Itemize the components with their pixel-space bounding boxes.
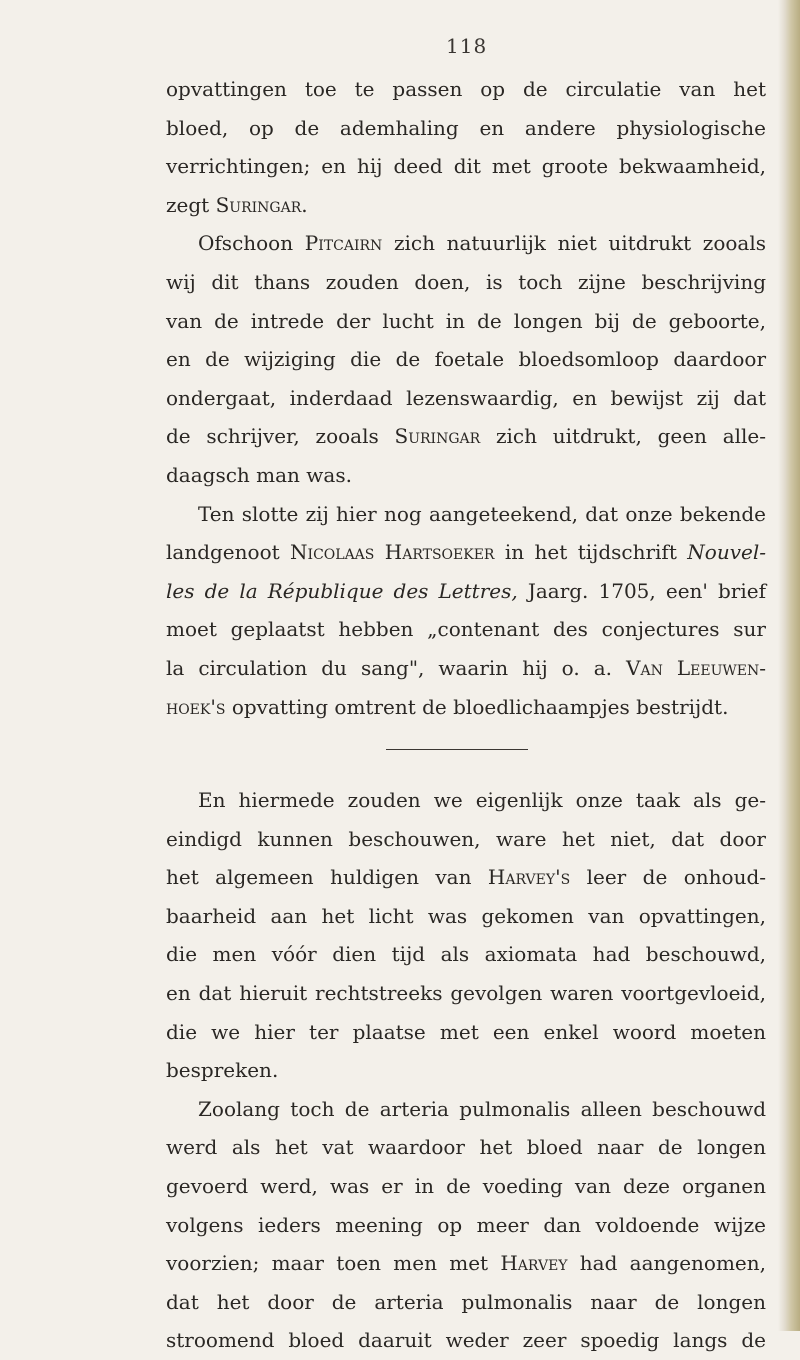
section-break bbox=[166, 726, 766, 781]
author-name: Harvey's bbox=[487, 865, 571, 890]
text-line: dat het door de arteria pulmonalis naar de longen bbox=[166, 1289, 766, 1314]
text-line: werd als het vat waardoor het bloed naar de longen bbox=[166, 1135, 766, 1160]
journal-title: Nouvel- bbox=[687, 540, 766, 565]
author-name: Pitcairn bbox=[304, 231, 383, 256]
author-name: Van Leeuwen- bbox=[626, 655, 766, 680]
text-line: bloed, op de ademhaling en andere physiologische bbox=[166, 115, 766, 140]
text-segment: zegt bbox=[166, 192, 216, 217]
text-line: moet geplaatst hebben „contenant des conjectures sur bbox=[166, 617, 766, 642]
text-line: verrichtingen; en hij deed dit met groote bekwaamheid, bbox=[166, 154, 766, 179]
text-line: ondergaat, inderdaad lezenswaardig, en bewijst zij dat bbox=[166, 385, 766, 410]
text-line: daagsch man was. bbox=[166, 462, 352, 487]
text-segment: in het tijdschrift bbox=[494, 540, 688, 565]
text-line bbox=[166, 533, 766, 572]
text-segment: Ofschoon bbox=[198, 231, 305, 256]
text-line: wij dit thans zouden doen, is toch zijne beschrijving bbox=[166, 269, 766, 294]
text-line bbox=[166, 186, 766, 225]
text-line bbox=[166, 649, 766, 688]
text-line: opvattingen toe te passen op de circulatie van het bbox=[166, 77, 766, 101]
text-line: baarheid aan het licht was gekomen van opvattingen, bbox=[166, 903, 766, 928]
section-divider bbox=[386, 749, 528, 750]
text-line: bespreken. bbox=[166, 1058, 279, 1083]
text-segment: zich uitdrukt, geen alle- bbox=[480, 424, 766, 449]
text-line: van de intrede der lucht in de longen bij de geboorte, bbox=[166, 308, 766, 333]
paragraph-1 bbox=[166, 70, 766, 224]
text-line: eindigd kunnen beschouwen, ware het niet, dat door bbox=[166, 826, 766, 851]
text-segment: . bbox=[301, 192, 308, 217]
text-segment: la circulation du sang", waarin hij o. a. bbox=[166, 655, 627, 680]
text-line bbox=[166, 224, 766, 263]
paragraph-5 bbox=[166, 1090, 766, 1360]
text-segment: zich natuurlijk niet uitdrukt zooals bbox=[382, 231, 767, 256]
text-segment: het algemeen huldigen van bbox=[166, 865, 488, 890]
text-line bbox=[166, 572, 766, 611]
text-line bbox=[166, 1244, 766, 1283]
text-line: Ten slotte zij hier nog aangeteekend, dat onze bekende bbox=[198, 501, 766, 526]
text-line: En hiermede zouden we eigenlijk onze taak als ge- bbox=[198, 788, 766, 813]
text-line: gevoerd werd, was er in de voeding van deze organen bbox=[166, 1174, 766, 1199]
text-line: die we hier ter plaatse met een enkel woord moeten bbox=[166, 1019, 766, 1044]
author-name: Harvey bbox=[500, 1251, 568, 1276]
text-line: die men vóór dien tijd als axiomata had beschouwd, bbox=[166, 942, 766, 967]
text-line: volgens ieders meening op meer dan voldoende wijze bbox=[166, 1212, 766, 1237]
paragraph-2 bbox=[166, 224, 766, 494]
text-body bbox=[166, 70, 766, 1360]
text-segment: de schrijver, zooals bbox=[166, 424, 395, 449]
author-name: Suringar bbox=[215, 192, 302, 217]
text-segment: had aangenomen, bbox=[567, 1251, 766, 1276]
page-edge bbox=[778, 0, 800, 1331]
author-name: Suringar bbox=[394, 424, 481, 449]
paragraph-3 bbox=[166, 495, 766, 727]
page-number: 118 bbox=[446, 34, 488, 58]
text-line: stroomend bloed daaruit weder zeer spoedig langs de bbox=[166, 1328, 766, 1353]
text-line: en dat hieruit rechtstreeks gevolgen waren voortgevloeid, bbox=[166, 981, 766, 1006]
text-line: Zoolang toch de arteria pulmonalis alleen beschouwd bbox=[198, 1096, 766, 1121]
text-line bbox=[166, 688, 766, 727]
author-name: Nicolaas Hartsoeker bbox=[290, 540, 495, 565]
author-name: hoek's bbox=[166, 694, 226, 719]
text-line bbox=[166, 858, 766, 897]
text-segment: opvatting omtrent de bloedlichaampjes bestrijdt. bbox=[225, 694, 729, 719]
text-line bbox=[166, 417, 766, 456]
text-segment: voorzien; maar toen men met bbox=[166, 1251, 501, 1276]
paragraph-4 bbox=[166, 781, 766, 1090]
text-segment: Jaarg. 1705, een' brief bbox=[517, 578, 766, 603]
text-segment: leer de onhoud- bbox=[570, 865, 767, 890]
text-line: en de wijziging die de foetale bloedsomloop daardoor bbox=[166, 347, 766, 372]
journal-title: les de la République des Lettres, bbox=[166, 578, 518, 603]
text-segment: landgenoot bbox=[166, 540, 291, 565]
